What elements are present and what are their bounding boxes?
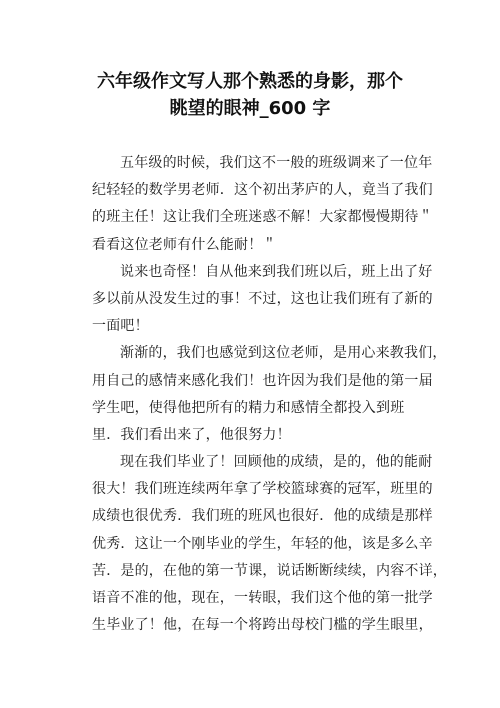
paragraph-2-line-1: 说来也奇怪！自从他来到我们班以后，班上出了好 <box>120 263 433 280</box>
paragraph-3-line-2: 用自己的感情来感化我们！也许因为我们是他的第一届 <box>92 372 433 389</box>
paragraph-3-line-4: 里．我们看出来了，他很努力！ <box>92 426 291 443</box>
paragraph-1-line-3: 的班主任！这让我们全班迷惑不解！大家都慢慢期待＂ <box>92 209 433 226</box>
paragraph-1-line-1: 五年级的时候，我们这不一般的班级调来了一位年 <box>120 155 433 171</box>
paragraph-4-line-7: 生毕业了！他，在每一个将跨出母校门槛的学生眼里， <box>92 617 433 634</box>
paragraph-4-line-5: 苦．是的，在他的第一节课，说话断断续续，内容不详， <box>92 562 447 579</box>
document-title-line-1: 六年级作文写人那个熟悉的身影，那个 <box>97 71 403 92</box>
paragraph-4-line-4: 优秀．这让一个刚毕业的学生，年轻的他，该是多么辛 <box>92 535 433 552</box>
paragraph-4-line-2: 很大！我们班连续两年拿了学校篮球赛的冠军，班里的 <box>92 481 433 498</box>
document-title-line-2: 眺望的眼神_600 字 <box>169 98 331 119</box>
paragraph-2-line-3: 一面吧！ <box>92 318 149 335</box>
paragraph-4-line-3: 成绩也很优秀．我们班的班风也很好．他的成绩是那样 <box>92 508 433 525</box>
paragraph-3-line-3: 学生吧，使得他把所有的精力和感情全都投入到班 <box>92 399 405 416</box>
paragraph-1-line-2: 纪轻轻的数学男老师．这个初出茅庐的人，竟当了我们 <box>92 182 433 199</box>
paragraph-2-line-2: 多以前从没发生过的事！不过，这也让我们班有了新的 <box>92 290 433 307</box>
document-body <box>92 150 447 639</box>
paragraph-3-line-1: 渐渐的，我们也感觉到这位老师，是用心来教我们， <box>120 345 447 362</box>
paragraph-4-line-6: 语音不准的他，现在，一转眼，我们这个他的第一批学 <box>92 590 433 606</box>
paragraph-1-line-4: 看看这位老师有什么能耐！＂ <box>92 236 277 253</box>
paragraph-4-line-1: 现在我们毕业了！回顾他的成绩，是的，他的能耐 <box>120 454 433 471</box>
